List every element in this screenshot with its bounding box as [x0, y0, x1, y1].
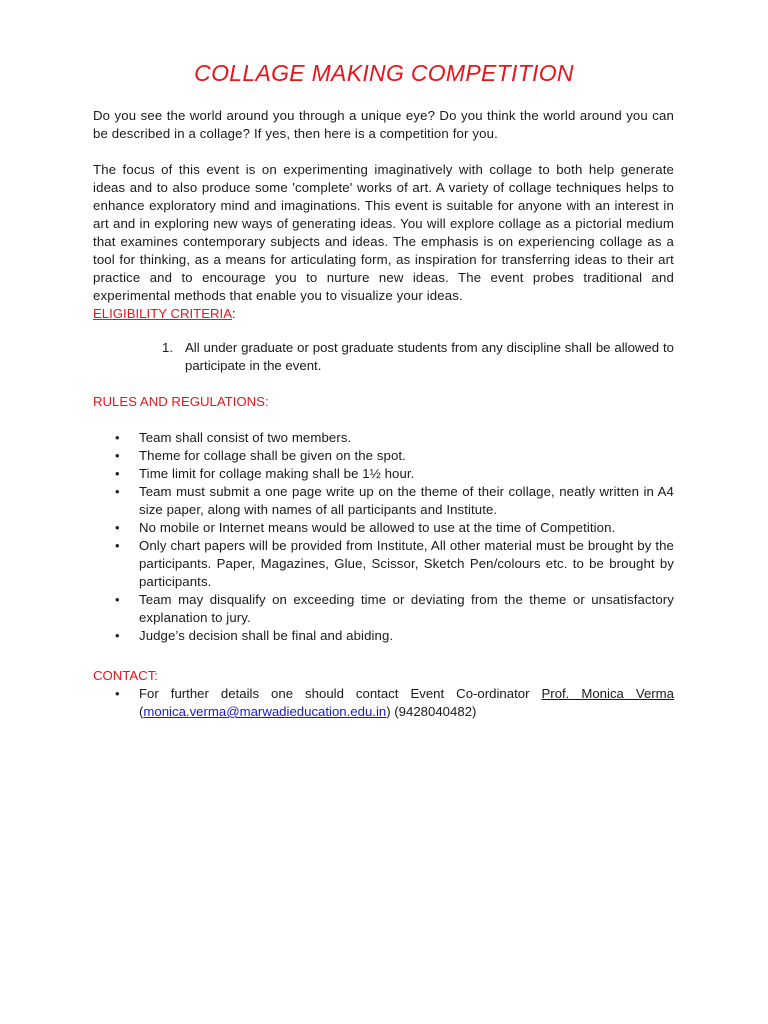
intro-paragraph: Do you see the world around you through a unique eye? Do you think the world around you can be described in a collage? If yes, then here is a competition for you. [93, 108, 674, 141]
list-item [93, 429, 674, 447]
rule-text: Only chart papers will be provided from Institute, All other material must be brought by the participants. Paper, Magazines, Glue, Scissor, Sketch Pen/colours etc. to be brought by participants. [139, 538, 674, 589]
eligibility-heading-label: ELIGIBILITY CRITERIA [93, 306, 232, 321]
eligibility-heading-colon: : [232, 306, 236, 321]
rule-text: Theme for collage shall be given on the spot. [139, 448, 406, 463]
list-item [93, 483, 674, 519]
bullet-icon: • [115, 592, 120, 607]
eligibility-item-number: 1. [162, 340, 173, 355]
eligibility-item-text: All under graduate or post graduate students from any discipline shall be allowed to participate in the event. [185, 340, 674, 373]
email-link[interactable]: monica.verma@marwadieducation.edu.in [143, 704, 387, 719]
rule-text: Time limit for collage making shall be 1½ hour. [139, 466, 415, 481]
bullet-icon: • [115, 430, 120, 445]
contact-list [93, 685, 674, 721]
page-title: COLLAGE MAKING COMPETITION [194, 60, 574, 86]
rule-text: No mobile or Internet means would be allowed to use at the time of Competition. [139, 520, 616, 535]
rule-text: Team must submit a one page write up on the theme of their collage, neatly written in A4 size paper, along with names of all participants and Institute. [139, 484, 674, 517]
bullet-icon: • [115, 628, 120, 643]
rules-list [93, 429, 674, 645]
open-paren: ( [139, 704, 144, 719]
contact-prefix: For further details one should contact Event Co-ordinator [139, 686, 542, 701]
contact-heading: CONTACT: [93, 668, 158, 683]
rules-heading: RULES AND REGULATIONS: [93, 394, 269, 409]
list-item [93, 685, 674, 721]
bullet-icon: • [115, 484, 120, 499]
focus-paragraph: The focus of this event is on experimenting imaginatively with collage to both help generate ideas and to also produce some 'complete' works of art. A variety of collage techniques helps to enhance exploratory mind and imaginations. This event is suitable for anyone with an interest in art and in exploring new ways of generating ideas. You will explore collage as a pictorial medium that examines contemporary subjects and ideas. The emphasis is on experiencing collage as a tool for thinking, as a means for articulating form, as inspiration for transferring ideas to their art practice and to encourage you to nurture new ideas. The event probes traditional and experimental methods that enable you to visualize your ideas. [93, 162, 674, 303]
coordinator-name: Prof. Monica Verma [541, 686, 674, 701]
list-item [93, 591, 674, 627]
rule-text: Judge’s decision shall be final and abiding. [139, 628, 394, 643]
bullet-icon: • [115, 538, 120, 553]
eligibility-item [162, 339, 674, 375]
list-item [93, 519, 674, 537]
bullet-icon: • [115, 466, 120, 481]
list-item [93, 537, 674, 591]
bullet-icon: • [115, 686, 120, 701]
list-item [93, 627, 674, 645]
bullet-icon: • [115, 448, 120, 463]
list-item [93, 465, 674, 483]
list-item [93, 447, 674, 465]
rule-text: Team shall consist of two members. [139, 430, 352, 445]
bullet-icon: • [115, 520, 120, 535]
eligibility-heading [93, 305, 236, 323]
phone-number: ) (9428040482) [386, 704, 477, 719]
rule-text: Team may disqualify on exceeding time or deviating from the theme or unsatisfactory explanation to jury. [139, 592, 674, 625]
